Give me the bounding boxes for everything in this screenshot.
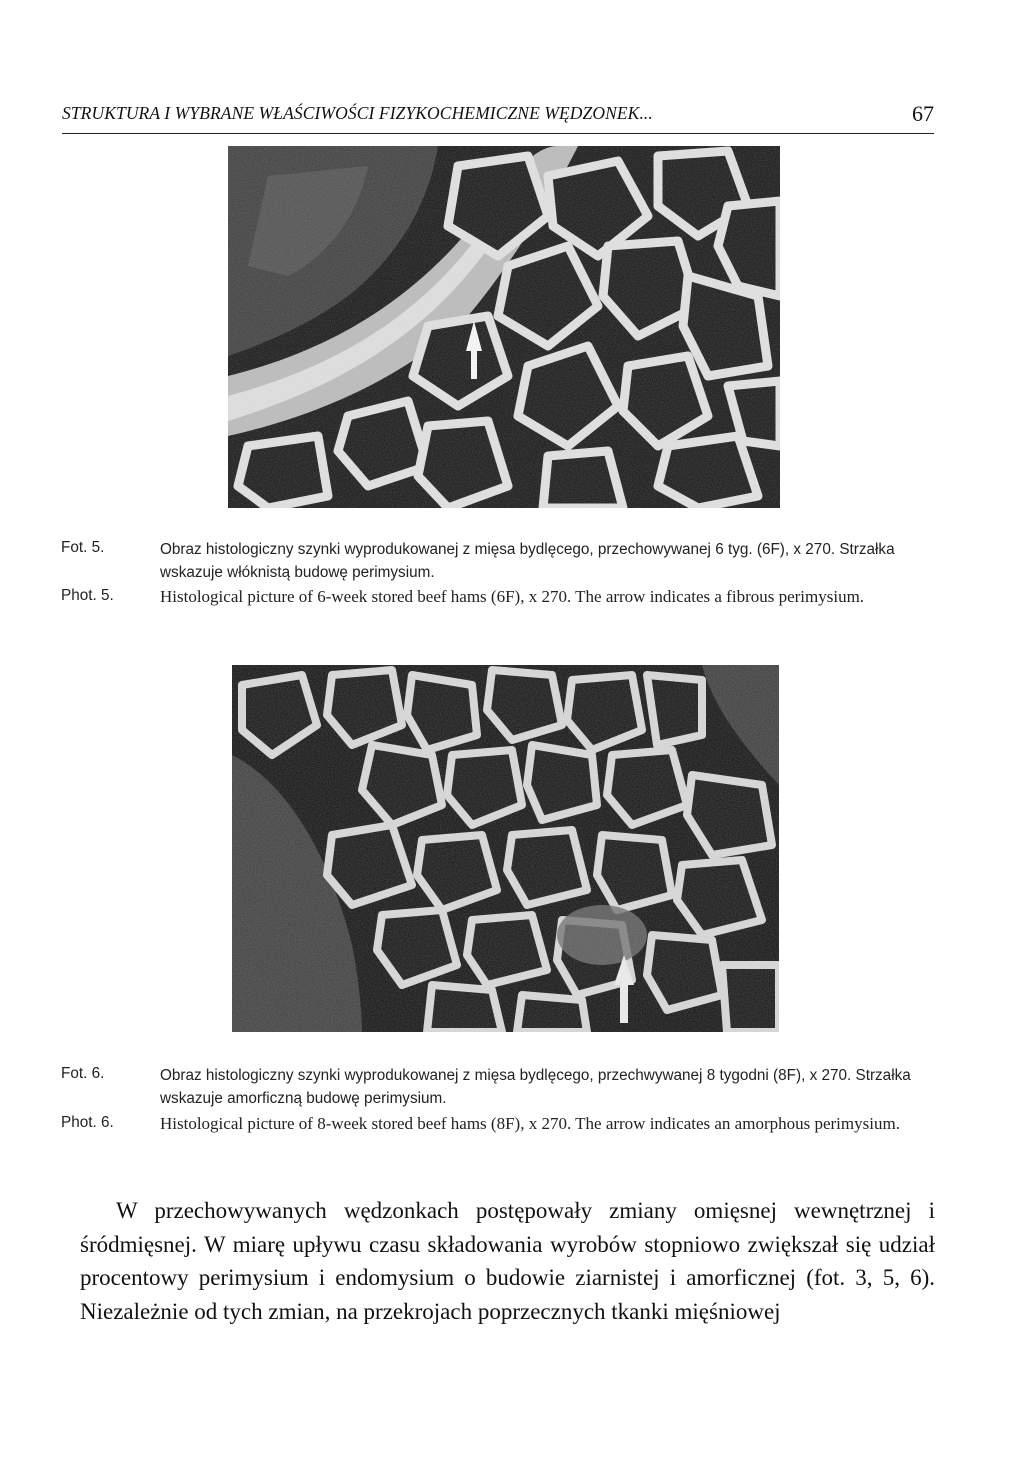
caption-5-label-pl: Fot. 5. [61,539,105,556]
histology-photo-5 [228,146,780,508]
caption-5-text-en: Histological picture of 6-week stored beef hams (6F), x 270. The arrow indicates a fibrous perimysium. [160,587,865,606]
running-title: STRUKTURA I WYBRANE WŁAŚCIWOŚCI FIZYKOCHEMICZNE WĘDZONEK... [62,103,653,123]
caption-6-text-pl: Obraz histologiczny szynki wyprodukowanej z mięsa bydlęcego, przechwywanej 8 tygodni (8F), x 270. Strzałka wskazuje amorficzną budowę perimysium. [160,1067,911,1107]
photo-6-image [232,665,779,1032]
caption-6-label-en: Phot. 6. [61,1114,114,1131]
body-paragraph: W przechowywanych wędzonkach postępowały zmiany omięsnej wewnętrznej i śródmięsnej. W miarę upływu czasu składowania wyrobów stopniowo zwiększał się udział procentowy perimysium i endomysium o budowie ziarnistej i amorficznej (fot. 3, 5, 6). Niezależnie od tych zmian, na przekrojach poprzecznych tkanki mięśniowej [80,1198,935,1324]
caption-5-text-pl: Obraz histologiczny szynki wyprodukowanej z mięsa bydlęcego, przechowywanej 6 tyg. (6F), x 270. Strzałka wskazuje włóknistą budowę perimysium. [160,541,895,581]
page-number: 67 [912,101,934,126]
photo-5-image [228,146,780,508]
running-header [62,103,934,134]
caption-6-label-pl: Fot. 6. [61,1065,105,1082]
histology-photo-6 [232,665,779,1032]
caption-5-label-en: Phot. 5. [61,587,114,604]
caption-6-text-en: Histological picture of 8-week stored beef hams (8F), x 270. The arrow indicates an amorphous perimysium. [160,1114,900,1133]
